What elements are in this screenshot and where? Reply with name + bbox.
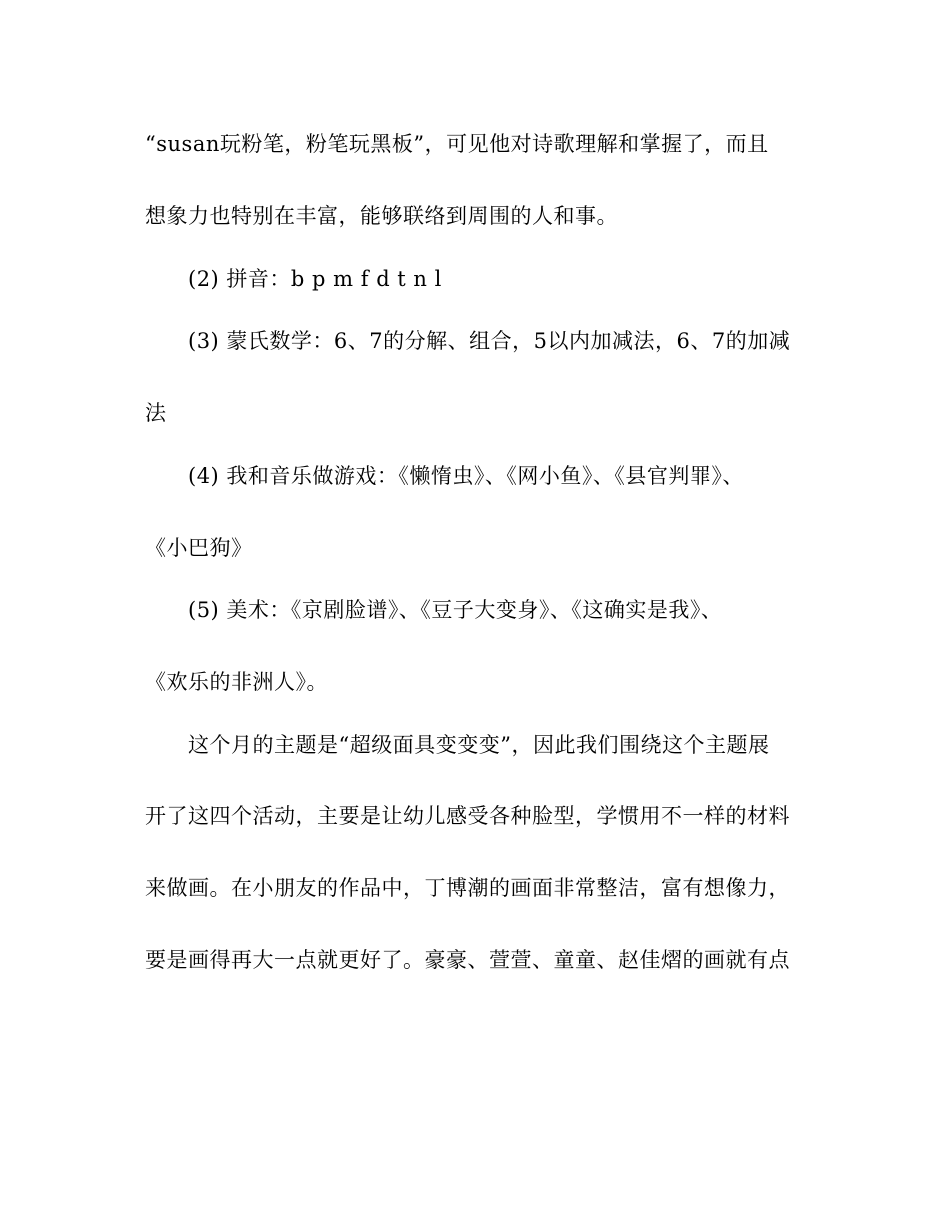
- paragraph-line: 这个月的主题是“超级面具变变变”，因此我们围绕这个主题展: [188, 733, 770, 757]
- paragraph-line: 来做画。在小朋友的作品中，丁博潮的画面非常整洁，富有想像力，: [145, 876, 790, 900]
- list-item-art-continuation: 《欢乐的非洲人》。: [145, 670, 328, 694]
- list-item-music: (4) 我和音乐做游戏：《懒惰虫》、《网小鱼》、《县官判罪》、: [188, 464, 744, 488]
- list-item-math-continuation: 法: [145, 401, 167, 425]
- list-item-art: (5) 美术：《京剧脸谱》、《豆子大变身》、《这确实是我》、: [188, 598, 723, 622]
- list-item-pinyin: (2) 拼音：b p m f d t n l: [188, 267, 442, 291]
- paragraph-line: 想象力也特别在丰富，能够联络到周围的人和事。: [145, 204, 618, 228]
- list-item-math: (3) 蒙氏数学：6、7的分解、组合，5以内加减法，6、7的加减: [188, 329, 791, 353]
- paragraph-line: 开了这四个活动，主要是让幼儿感受各种脸型，学惯用不一样的材料: [145, 804, 790, 828]
- paragraph-line: 要是画得再大一点就更好了。豪豪、萱萱、童童、赵佳熠的画就有点: [145, 948, 790, 972]
- list-item-music-continuation: 《小巴狗》: [145, 536, 253, 560]
- paragraph-line: “susan玩粉笔，粉笔玩黑板”，可见他对诗歌理解和掌握了，而且: [145, 132, 769, 156]
